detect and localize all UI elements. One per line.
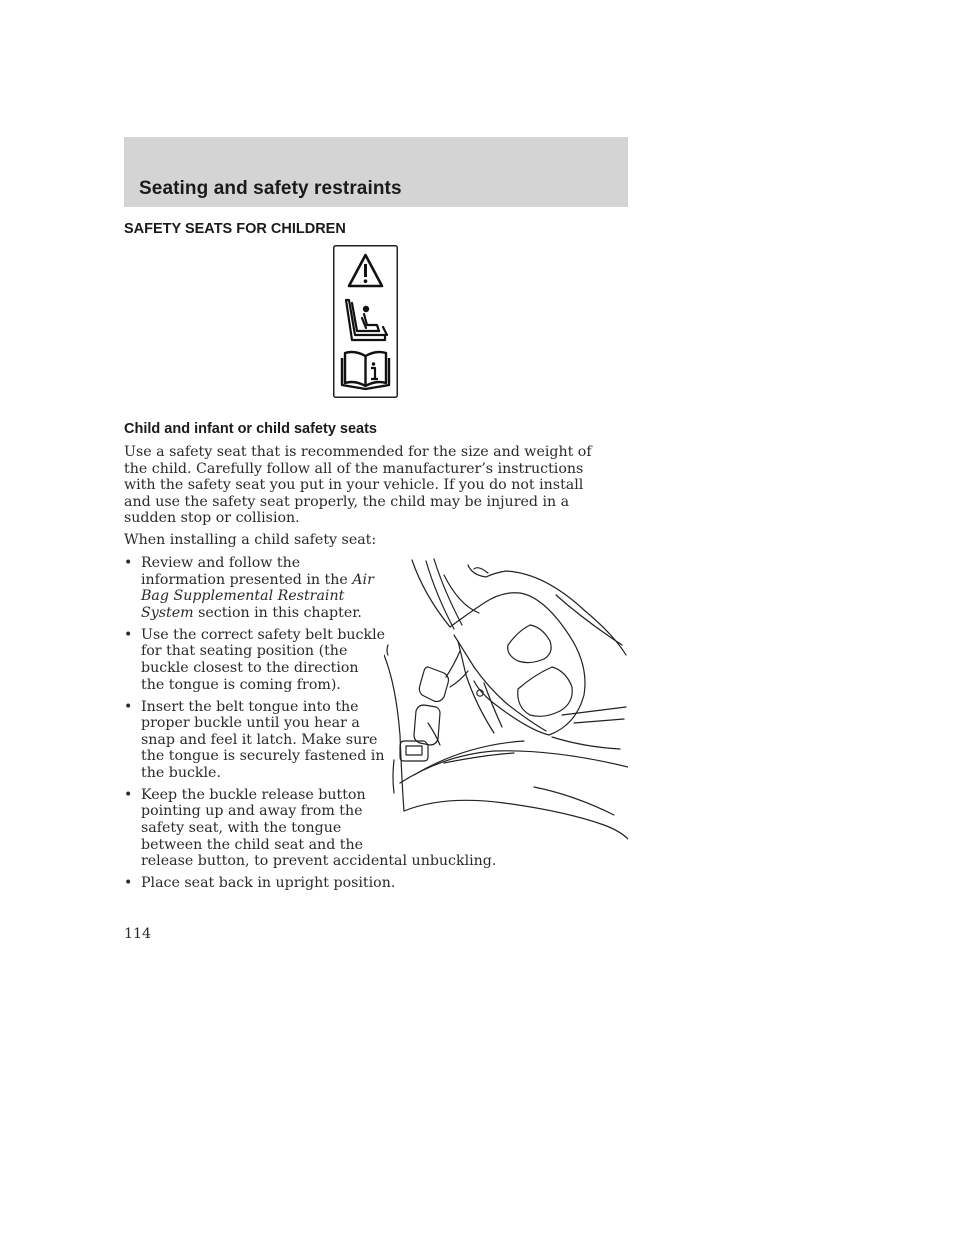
list-item — [124, 699, 386, 782]
bullet-glyph: • — [124, 555, 133, 571]
bullet-glyph: • — [124, 786, 133, 803]
list-item — [124, 875, 541, 892]
list-item — [124, 555, 386, 621]
symbol-panel — [333, 245, 398, 398]
bullet-text-5: Place seat back in upright position. — [141, 875, 396, 892]
section-heading: SAFETY SEATS FOR CHILDREN — [124, 221, 346, 237]
subsection-heading: Child and infant or child safety seats — [124, 421, 377, 437]
bullet-text-1b: section in this chapter. — [193, 604, 362, 621]
page-title: Seating and safety restraints — [139, 178, 402, 199]
intro-paragraph: Use a safety seat that is recommended for the size and weight of the child. Carefully follow all of the manufacturer’s instructions with the safety seat you put in your vehicle. If you do not install and use the safety seat properly, the child may be injured in a sudden stop or collision. — [124, 444, 592, 527]
bullet-text-4b: release button, to prevent accidental unbuckling. — [141, 853, 497, 870]
bullet-glyph: • — [124, 626, 133, 643]
list-item — [124, 627, 386, 693]
bullet-text-2: Use the correct safety belt buckle for that seating position (the buckle closest to the direction the tongue is coming from). — [141, 626, 386, 693]
bullet-glyph: • — [124, 698, 133, 715]
airbag-section-reference: Air Bag Supplemental Restraint System — [141, 571, 374, 621]
page-number: 114 — [124, 926, 152, 942]
lead-paragraph: When installing a child safety seat: — [124, 532, 377, 548]
bullet-text-3: Insert the belt tongue into the proper buckle until you hear a snap and feel it latch. Make sure the tongue is securely fastened in the buckle. — [141, 698, 385, 781]
bullet-glyph: • — [124, 875, 133, 892]
header-band — [124, 137, 628, 207]
bullet-text-4a: Keep the buckle release button pointing up and away from the safety seat, with the tongue between the child seat and the — [141, 786, 366, 853]
child-seat-buckle-illustration — [384, 555, 628, 845]
bullet-text-1a: Review and follow the information presented in the — [141, 555, 353, 588]
